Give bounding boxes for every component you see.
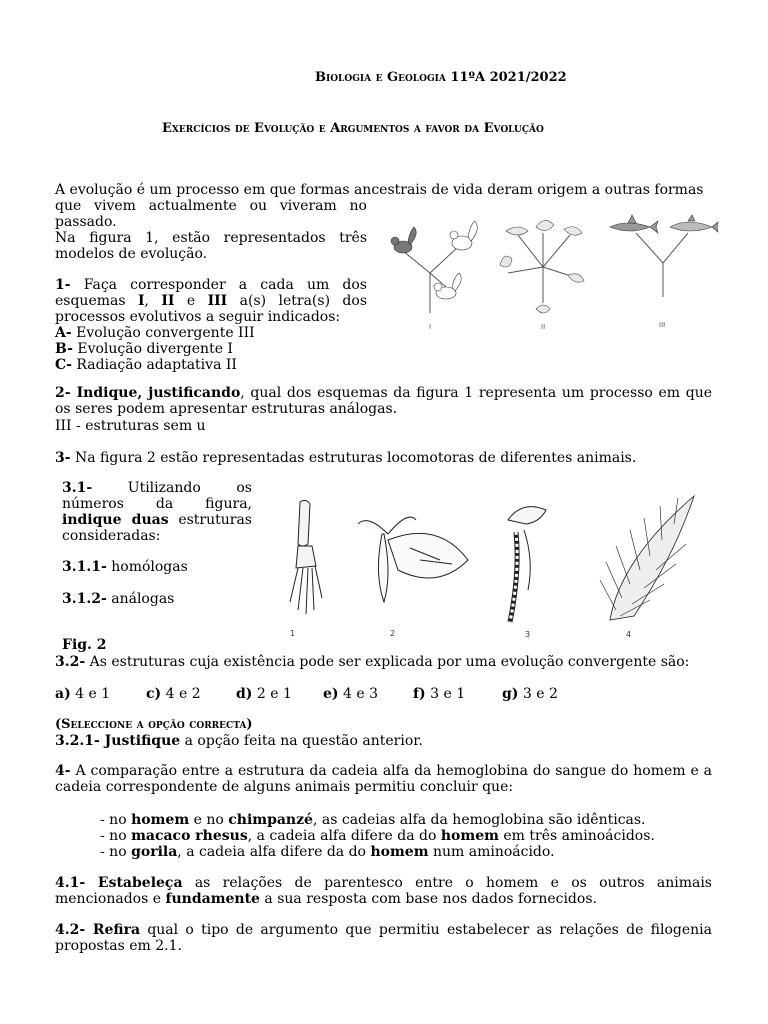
q1-option-c bbox=[55, 357, 237, 373]
intro-line-2: que vivem actualmente ou viveram no bbox=[55, 198, 367, 214]
page-title: Biologia e Geologia 11ºA 2021/2022 bbox=[315, 70, 567, 85]
bullet-1-b1: homem bbox=[131, 812, 190, 828]
scheme-ii-tree bbox=[508, 233, 574, 303]
bullet-3-p3: num aminoácido. bbox=[428, 844, 555, 860]
q1-number: 1- bbox=[55, 277, 71, 293]
squirrel-icons bbox=[391, 221, 477, 299]
q42-number: 4.2- Refira bbox=[55, 922, 141, 938]
q41-body-1: as relações de parentesco entre o homem e os outros animais mencionados e bbox=[55, 875, 712, 907]
figure-2-label-2: 2 bbox=[390, 629, 396, 638]
option-e-text: 4 e 3 bbox=[338, 686, 378, 702]
q1-b-label: B- bbox=[55, 341, 73, 357]
q1-option-b bbox=[55, 341, 233, 357]
intro-line-5: modelos de evolução. bbox=[55, 246, 208, 262]
bullet-2-p1: - no bbox=[100, 828, 132, 844]
q4-body: A comparação entre a estrutura da cadeia alfa da hemoglobina do sangue do homem e a cadeia correspondente de alguns animais permitiu concluir que: bbox=[55, 763, 712, 795]
option-f[interactable] bbox=[413, 686, 465, 702]
figure-1-label-ii: II bbox=[541, 323, 546, 331]
q1-sep1: , bbox=[144, 293, 162, 309]
q321-text bbox=[55, 733, 423, 749]
insect-2 bbox=[358, 517, 468, 602]
option-e-label: e) bbox=[323, 686, 339, 702]
option-c-text: 4 e 2 bbox=[161, 686, 201, 702]
q1-sep2: e bbox=[174, 293, 208, 309]
scheme-i: I bbox=[137, 293, 145, 309]
option-c-label: c) bbox=[146, 686, 162, 702]
bullet-1-p1: - no bbox=[100, 812, 132, 828]
bullet-2-b2: homem bbox=[440, 828, 499, 844]
select-note: (Seleccione a opção correcta) bbox=[55, 717, 253, 732]
figure-2-drawing bbox=[270, 490, 710, 642]
q1-line-c: processos evolutivos a seguir indicados: bbox=[55, 309, 341, 325]
q1-text-b1: esquemas bbox=[55, 293, 138, 309]
figure-2-locomotor-structures bbox=[270, 490, 710, 642]
q31-line-3 bbox=[62, 512, 252, 528]
scheme-iii: III bbox=[207, 293, 228, 309]
wing-4 bbox=[600, 496, 694, 620]
figure-2-label-4: 4 bbox=[626, 630, 632, 639]
q312-number: 3.1.2- bbox=[62, 591, 107, 607]
intro-line-4: Na figura 1, estão representados três bbox=[55, 230, 367, 246]
intro-line-1: A evolução é um processo em que formas ancestrais de vida deram origem a outras formas bbox=[55, 182, 704, 198]
q41-body-2: a sua resposta com base nos dados fornecidos. bbox=[259, 890, 597, 907]
q41-text bbox=[55, 876, 712, 907]
q31-text-1: Utilizando os bbox=[127, 480, 252, 496]
q3-body: Na figura 2 estão representadas estruturas locomotoras de diferentes animais. bbox=[70, 450, 637, 466]
q4-text bbox=[55, 764, 712, 795]
option-f-label: f) bbox=[413, 686, 426, 702]
q2-answer: III - estruturas sem u bbox=[55, 418, 206, 434]
q311 bbox=[62, 559, 188, 575]
bullet-3-b2: homem bbox=[370, 844, 429, 860]
q2-body: , qual dos esquemas da figura 1 representa um processo em que os seres podem apresentar estruturas análogas. bbox=[55, 385, 713, 417]
limb-1-bones bbox=[290, 500, 322, 614]
q1-line-b bbox=[55, 293, 367, 309]
bullet-1-p2: e no bbox=[189, 812, 229, 828]
q3-number: 3- bbox=[55, 450, 71, 466]
q1-a-text: Evolução convergente III bbox=[71, 325, 255, 341]
option-f-text: 3 e 1 bbox=[425, 686, 466, 702]
q1-c-label: C- bbox=[55, 357, 72, 373]
q311-text: homólogas bbox=[106, 559, 188, 575]
q32-number: 3.2- bbox=[55, 654, 86, 670]
shark-dolphin-icons bbox=[610, 215, 718, 233]
figure-1-evolution-models bbox=[378, 205, 723, 333]
q32-body: As estruturas cuja existência pode ser explicada por uma evolução convergente são: bbox=[85, 654, 690, 670]
q2-number: 2- Indique, justificando bbox=[55, 385, 241, 401]
figure-2-label-1: 1 bbox=[290, 629, 296, 638]
q41-number: 4.1- Estabeleça bbox=[55, 875, 183, 891]
bullet-2-b1: macaco rhesus bbox=[131, 828, 248, 844]
q41-bold: fundamente bbox=[165, 890, 260, 907]
q1-option-a bbox=[55, 325, 255, 341]
bullet-2-p3: em três aminoácidos. bbox=[498, 828, 655, 844]
q312 bbox=[62, 591, 174, 607]
q4-bullet-2 bbox=[100, 828, 655, 844]
q31-bold: indique duas bbox=[62, 512, 169, 528]
q1-b-text: Evolução divergente I bbox=[72, 341, 233, 357]
scheme-ii: II bbox=[161, 293, 175, 309]
option-g-label: g) bbox=[502, 686, 519, 702]
option-d[interactable] bbox=[236, 686, 292, 702]
q1-a-label: A- bbox=[55, 325, 72, 341]
q321-body: a opção feita na questão anterior. bbox=[180, 733, 423, 749]
q1-c-text: Radiação adaptativa II bbox=[71, 357, 237, 373]
option-a-label: a) bbox=[55, 686, 71, 702]
option-d-text: 2 e 1 bbox=[252, 686, 292, 702]
bullet-3-p2: , a cadeia alfa difere da do bbox=[177, 844, 371, 860]
q312-text: análogas bbox=[106, 591, 175, 607]
q3-text bbox=[55, 450, 636, 466]
q2-text bbox=[55, 386, 712, 417]
figure-1-label-iii: III bbox=[659, 321, 666, 329]
bullet-1-b2: chimpanzé bbox=[228, 812, 313, 828]
scheme-i-tree bbox=[403, 247, 458, 313]
q4-number: 4- bbox=[55, 763, 71, 779]
bullet-2-p2: , a cadeia alfa difere da do bbox=[247, 828, 441, 844]
option-g[interactable] bbox=[502, 686, 558, 702]
q32-text bbox=[55, 654, 689, 670]
option-e[interactable] bbox=[323, 686, 378, 702]
figure-2-caption: Fig. 2 bbox=[62, 637, 107, 653]
bullet-1-p3: , as cadeias alfa da hemoglobina são idênticas. bbox=[312, 812, 646, 828]
limb-3-bones bbox=[508, 507, 546, 622]
q4-bullet-3 bbox=[100, 844, 555, 860]
q31-text-3: estruturas bbox=[168, 512, 252, 528]
option-a-text: 4 e 1 bbox=[70, 686, 111, 702]
bullet-3-b1: gorila bbox=[131, 844, 178, 860]
option-d-label: d) bbox=[236, 686, 253, 702]
figure-2-label-3: 3 bbox=[525, 630, 531, 639]
q31-line-2: números da figura, bbox=[62, 496, 252, 512]
option-c[interactable] bbox=[146, 686, 201, 702]
q321-number: 3.2.1- Justifique bbox=[55, 733, 181, 749]
q31-line-4: consideradas: bbox=[62, 528, 161, 544]
intro-line-3: passado. bbox=[55, 214, 117, 230]
option-a[interactable] bbox=[55, 686, 110, 702]
figure-1-drawing bbox=[378, 205, 723, 333]
page-subtitle: Exercícios de Evolução e Argumentos a favor da Evolução bbox=[162, 121, 544, 136]
scheme-iii-tree bbox=[636, 233, 688, 297]
q1-line-a bbox=[55, 277, 367, 293]
q311-number: 3.1.1- bbox=[62, 559, 107, 575]
q4-bullet-1 bbox=[100, 812, 646, 828]
q1-text-a: Faça corresponder a cada um dos bbox=[70, 277, 367, 293]
q1-text-b2: a(s) letra(s) dos bbox=[227, 293, 368, 309]
q42-text bbox=[55, 923, 712, 954]
q42-body: qual o tipo de argumento que permitiu estabelecer as relações de filogenia propostas em 2.1. bbox=[55, 922, 712, 954]
q31-number: 3.1- bbox=[62, 480, 93, 496]
option-g-text: 3 e 2 bbox=[518, 686, 558, 702]
figure-1-label-i: I bbox=[429, 323, 432, 331]
bullet-3-p1: - no bbox=[100, 844, 132, 860]
q31-line-1 bbox=[62, 480, 252, 496]
